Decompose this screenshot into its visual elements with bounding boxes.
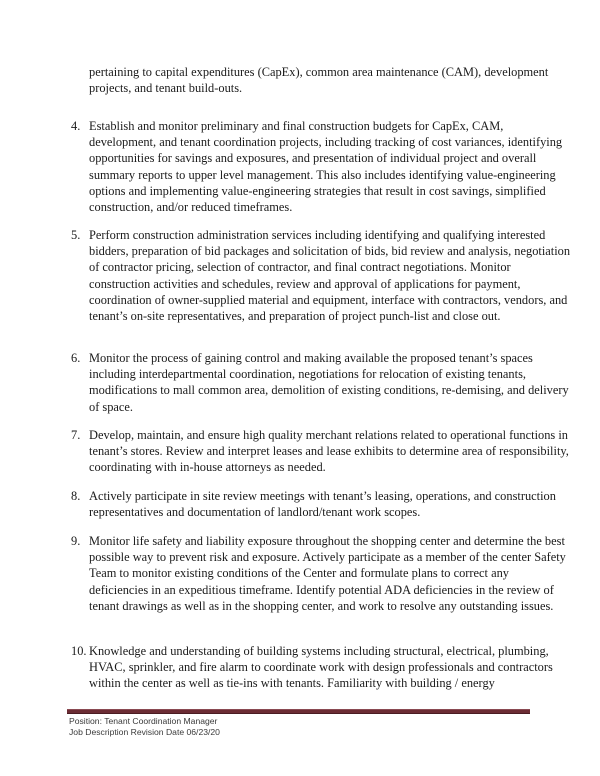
list-number: 9.	[71, 534, 81, 548]
list-number: 6.	[71, 351, 81, 365]
list-item-text: Perform construction administration services including identifying and qualifying interested bidders, preparation of bid packages and solicitation of bids, bid review and analysis, negotiation of contractor pricing, selection of contractor, and final contract negotiations. Monitor construction activities and schedules, review and approval of applications for payment, coordination of owner-supplied material and equipment, interface with contractors, vendors, and tenant’s on-site representatives, and preparation of project punch-list and close out.	[89, 228, 571, 324]
list-item-text: Develop, maintain, and ensure high quality merchant relations related to operational functions in tenant’s stores. Review and interpret leases and lease exhibits to determine area of responsibility, coordinating with in-house attorneys as needed.	[89, 428, 569, 475]
list-item-text: Monitor the process of gaining control and making available the proposed tenant’s spaces including interdepartmental coordination, negotiations for relocation of existing tenants, modifications to mall common area, demolition of existing conditions, re-demising, and delivery of space.	[89, 351, 569, 414]
list-item-5	[71, 227, 571, 324]
list-item-text: Monitor life safety and liability exposure throughout the shopping center and determine the best possible way to prevent risk and exposure. Actively participate as a member of the center Safety Team to monitor existing conditions of the Center and formulate plans to correct any deficiencies in an expeditious timeframe. Identify potential ADA deficiencies in the review of tenant drawings as well as in the shopping center, and work to resolve any outstanding issues.	[89, 534, 566, 613]
list-item-9	[71, 533, 571, 614]
page-footer	[69, 716, 220, 737]
continuation-paragraph: pertaining to capital expenditures (CapEx), common area maintenance (CAM), development projects, and tenant build-outs.	[89, 65, 549, 96]
list-number: 7.	[71, 428, 81, 442]
list-item-8	[71, 488, 571, 520]
list-item-6	[71, 350, 571, 415]
list-item-10	[71, 643, 571, 692]
footer-position: Position: Tenant Coordination Manager	[69, 716, 218, 726]
list-number: 8.	[71, 489, 81, 503]
list-item-7	[71, 427, 571, 476]
footer-divider-bar	[67, 709, 530, 714]
list-item-text: Establish and monitor preliminary and final construction budgets for CapEx, CAM, development, and tenant coordination projects, including tracking of cost variances, identifying opportunities for savings and exposures, and presentation of individual project and overall summary reports to upper level management. This also includes identifying value-engineering options and implementing value-engineering strategies that result in cost savings, simplified construction, and/or reduced timeframes.	[89, 119, 563, 215]
list-item-text: Actively participate in site review meetings with tenant’s leasing, operations, and construction representatives and documentation of landlord/tenant work scopes.	[89, 489, 556, 520]
footer-revision-date: Job Description Revision Date 06/23/20	[69, 726, 220, 737]
list-number: 10.	[71, 644, 87, 658]
list-item-text: Knowledge and understanding of building systems including structural, electrical, plumbing, HVAC, sprinkler, and fire alarm to coordinate work with design professionals and contractors within the center as well as tie-ins with tenants. Familiarity with building / energy	[89, 644, 553, 691]
list-item-4	[71, 118, 571, 215]
list-number: 4.	[71, 119, 81, 133]
list-number: 5.	[71, 228, 81, 242]
